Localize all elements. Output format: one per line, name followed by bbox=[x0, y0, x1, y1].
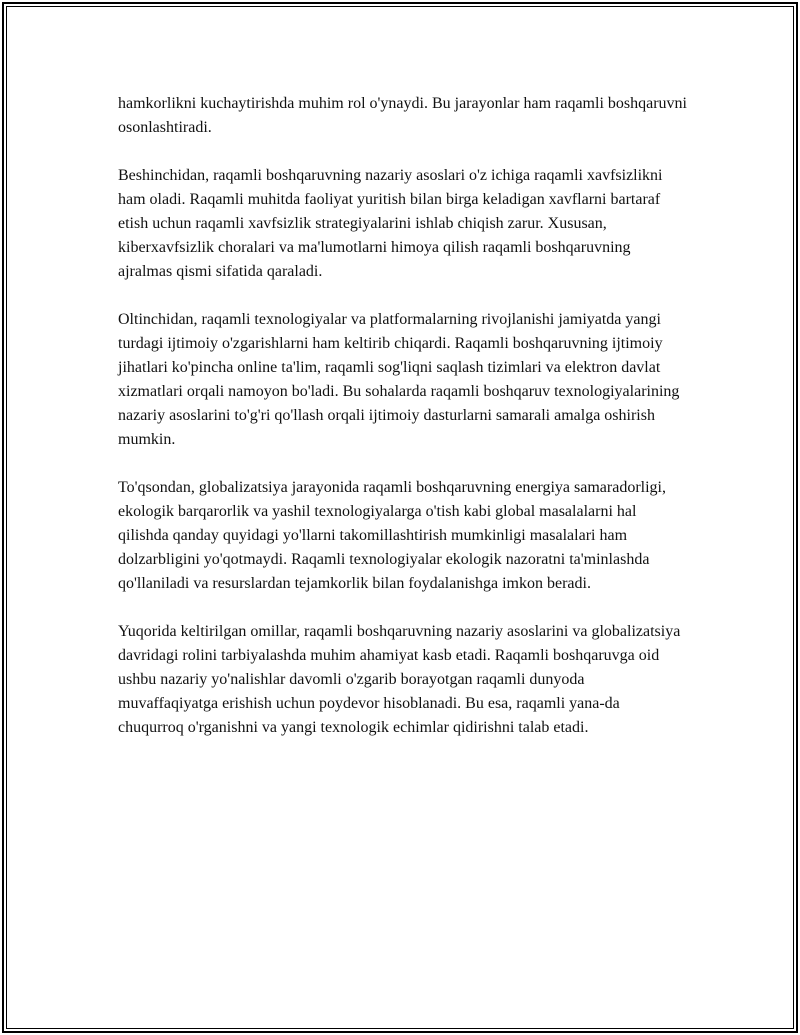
paragraph-4: To'qsondan, globalizatsiya jarayonida raqamli boshqaruvning energiya samaradorligi, ekologik barqarorlik va yashil texnologiyalarga o'tish kabi global masalalarni hal qilishda qanday quyidagi yo'llarni takomillashtirish mumkinligi masalalari ham dolzarbligini yo'qotmaydi. Raqamli texnologiyalar ekologik nazoratni ta'minlashda qo'llaniladi va resurslardan tejamkorlik bilan foydalanishga imkon beradi. bbox=[118, 479, 666, 592]
document-body bbox=[118, 92, 688, 764]
paragraph-3: Oltinchidan, raqamli texnologiyalar va platformalarning rivojlanishi jamiyatda yangi turdagi ijtimoiy o'zgarishlarni ham keltirib chiqardi. Raqamli boshqaruvning ijtimoiy jihatlari ko'pincha online ta'lim, raqamli sog'liqni saqlash tizimlari va elektron davlat xizmatlari orqali namoyon bo'ladi. Bu sohalarda raqamli boshqaruv texnologiyalarining nazariy asoslarini to'g'ri qo'llash orqali ijtimoiy dasturlarni samarali amalga oshirish mumkin. bbox=[118, 311, 680, 448]
paragraph-1: hamkorlikni kuchaytirishda muhim rol o'ynaydi. Bu jarayonlar ham raqamli boshqaruvni osonlashtiradi. bbox=[118, 95, 687, 136]
paragraph-2: Beshinchidan, raqamli boshqaruvning nazariy asoslari o'z ichiga raqamli xavfsizlikni ham oladi. Raqamli muhitda faoliyat yuritish bilan birga keladigan xavflarni bartaraf etish uchun raqamli xavfsizlik strategiyalarini ishlab chiqish zarur. Xususan, kiberxavfsizlik choralari va ma'lumotlarni himoya qilish raqamli boshqaruvning ajralmas qismi sifatida qaraladi. bbox=[118, 167, 663, 280]
paragraph-5: Yuqorida keltirilgan omillar, raqamli boshqaruvning nazariy asoslarini va globalizatsiya davridagi rolini tarbiyalashda muhim ahamiyat kasb etadi. Raqamli boshqaruvga oid ushbu nazariy yo'nalishlar davomli o'zgarib borayotgan raqamli dunyoda muvaffaqiyatga erishish uchun poydevor hisoblanadi. Bu esa, raqamli yana-da chuqurroq o'rganishni va yangi texnologik echimlar qidirishni talab etadi. bbox=[118, 623, 681, 736]
